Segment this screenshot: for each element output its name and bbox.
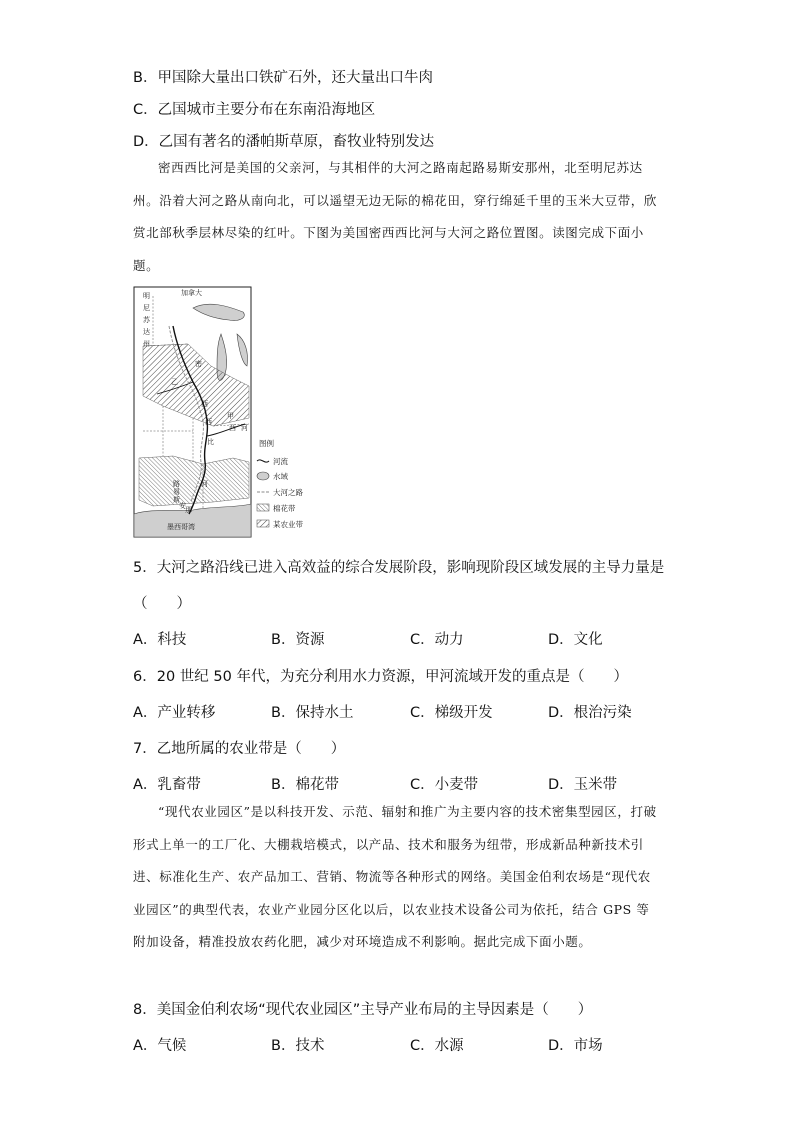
- label-ohio-suffix: 西: [229, 424, 236, 432]
- q8-option-c: C．水源: [410, 1038, 464, 1054]
- svg-text:尼: 尼: [143, 304, 150, 312]
- legend-cotton: 棉花带: [273, 504, 296, 513]
- q8-option-a: A．气候: [133, 1038, 187, 1054]
- legend-cotton-icon: [257, 504, 269, 511]
- svg-text:甲: 甲: [227, 412, 234, 420]
- svg-text:苏: 苏: [143, 316, 150, 324]
- svg-text:安: 安: [179, 502, 186, 510]
- legend-water: 水域: [273, 472, 288, 481]
- svg-text:州: 州: [143, 340, 150, 348]
- cotton-belt: [139, 456, 249, 506]
- q7-stem: 7．乙地所属的农业带是（ ）: [133, 741, 346, 757]
- legend-title: 图例: [259, 439, 274, 448]
- label-gulf: 墨西哥湾: [167, 523, 195, 531]
- svg-text:西: 西: [201, 400, 208, 408]
- option-b-prev: B．甲国除大量出口铁矿石外，还大量出口牛肉: [133, 70, 433, 86]
- q8-option-d: D．市场: [548, 1038, 603, 1054]
- svg-text:明: 明: [143, 292, 150, 300]
- legend-road: 大河之路: [273, 488, 303, 497]
- mississippi-map: [133, 286, 319, 538]
- svg-text:比: 比: [207, 438, 214, 446]
- q8-stem: 8．美国金伯利农场“现代农业园区”主导产业布局的主导因素是（ ）: [133, 1002, 593, 1018]
- q7-option-d: D．玉米带: [548, 777, 618, 793]
- q5-option-d: D．文化: [548, 632, 603, 648]
- svg-text:河: 河: [241, 424, 248, 432]
- legend-water-icon: [257, 472, 269, 480]
- option-c-prev: C．乙国城市主要分布在东南沿海地区: [133, 102, 376, 118]
- q6-option-b: B．保持水土: [271, 705, 354, 721]
- svg-text:那: 那: [185, 506, 192, 514]
- q5-option-a: A．科技: [133, 632, 187, 648]
- q5-paren: （ ）: [133, 596, 191, 612]
- passage-modern-agri-park: “现代农业园区”是以科技开发、示范、辐射和推广为主要内容的技术密集型园区，打破形式上单一的工厂化、大棚栽培模式，以产品、技术和服务为纽带，形成新品种新技术引进、标准化生产、农产品加工、营销、物流等各种形式的网络。美国金伯利农场是“现代农业园区”的典型代表，农业产业园分区化以后，以农业技术设备公司为依托，结合 GPS 等附加设备，精准投放农药化肥，减少对环境造成不利影响。据此完成下面小题。: [133, 804, 657, 949]
- q6-option-a: A．产业转移: [133, 705, 216, 721]
- q7-option-c: C．小麦带: [410, 777, 479, 793]
- label-canada: 加拿大: [181, 289, 202, 297]
- map-legend: [257, 438, 303, 529]
- q5-option-c: C．动力: [410, 632, 464, 648]
- svg-text:达: 达: [143, 328, 150, 336]
- svg-text:斯: 斯: [173, 496, 180, 504]
- q7-option-b: B．棉花带: [271, 777, 339, 793]
- legend-river: 河流: [273, 457, 288, 466]
- q6-stem: 6．20 世纪 50 年代，为充分利用水力资源，甲河流域开发的重点是（ ）: [133, 669, 628, 685]
- legend-agri: 某农业带: [273, 520, 303, 529]
- label-yi: 乙: [171, 378, 178, 386]
- svg-text:密: 密: [195, 360, 202, 368]
- q7-option-a: A．乳畜带: [133, 777, 201, 793]
- q6-option-d: D．根治污染: [548, 705, 632, 721]
- q5-option-b: B．资源: [271, 632, 325, 648]
- legend-agri-icon: [257, 520, 269, 527]
- svg-text:路: 路: [173, 480, 180, 488]
- svg-text:易: 易: [173, 488, 180, 496]
- svg-text:河: 河: [201, 480, 208, 488]
- q6-option-c: C．梯级开发: [410, 705, 493, 721]
- legend-river-icon: [257, 460, 269, 462]
- q8-option-b: B．技术: [271, 1038, 325, 1054]
- option-d-prev: D．乙国有著名的潘帕斯草原，畜牧业特别发达: [133, 134, 435, 150]
- label-minnesota: [143, 291, 151, 348]
- passage-mississippi: 密西西比河是美国的父亲河，与其相伴的大河之路南起路易斯安那州，北至明尼苏达州。沿着大河之路从南向北，可以遥望无边无际的棉花田，穿行绵延千里的玉米大豆带，欣赏北部秋季层林尽染的红叶。下图为美国密西西比河与大河之路位置图。读图完成下面小题。: [133, 160, 658, 273]
- q5-stem: 5．大河之路沿线已进入高效益的综合发展阶段，影响现阶段区域发展的主导力量是: [133, 560, 665, 576]
- svg-text:西: 西: [205, 418, 212, 426]
